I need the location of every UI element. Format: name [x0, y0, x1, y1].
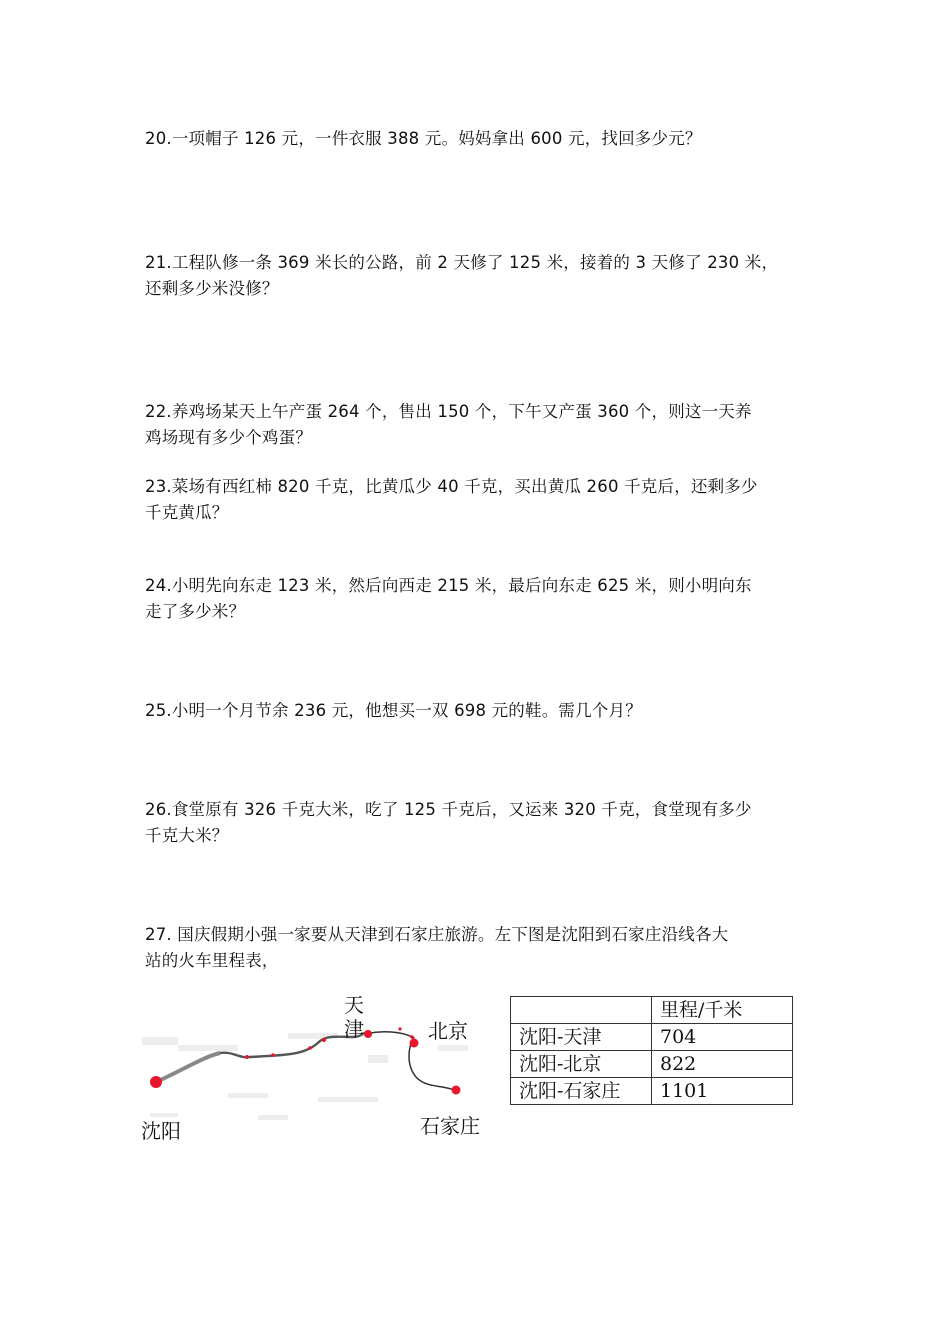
station-dot-beijing: [410, 1039, 419, 1048]
question-21-line1: 21.工程队修一条 369 米长的公路，前 2 天修了 125 米，接着的 3 天修了 230 米，: [145, 253, 779, 272]
map-background-shading: [142, 1033, 468, 1120]
station-dot-tianjin: [364, 1030, 372, 1038]
question-27-line1: 27. 国庆假期小强一家要从天津到石家庄旅游。左下图是沈阳到石家庄沿线各大: [145, 925, 729, 944]
table-row: [511, 1024, 793, 1051]
route-line-shenyang-tianjin: [156, 1033, 368, 1082]
station-dot-shijiazhuang: [452, 1086, 461, 1095]
table-header-cell: 里程/千米: [652, 997, 793, 1024]
question-24-line1: 24.小明先向东走 123 米，然后向西走 215 米，最后向东走 625 米，则小明向东: [145, 576, 752, 595]
table-cell-route: 沈阳-北京: [511, 1051, 652, 1078]
question-25-line1: 25.小明一个月节余 236 元，他想买一双 698 元的鞋。需几个月？: [145, 701, 642, 720]
question-20: [145, 126, 815, 152]
question-21: [145, 250, 815, 302]
question-23-line1: 23.菜场有西红柿 820 千克，比黄瓜少 40 千克，买出黄瓜 260 千克后，还剩多少: [145, 477, 758, 496]
table-cell-distance: 704: [652, 1024, 793, 1051]
table-cell-distance: 822: [652, 1051, 793, 1078]
question-22-line2: 鸡场现有多少个鸡蛋？: [145, 428, 312, 447]
question-23-line2: 千克黄瓜？: [145, 503, 229, 522]
question-27-line2: 站的火车里程表，: [145, 951, 279, 970]
question-22-line1: 22.养鸡场某天上午产蛋 264 个，售出 150 个，下午又产蛋 360 个，则这一天养: [145, 402, 752, 421]
mileage-table: [510, 996, 793, 1105]
table-row: [511, 1051, 793, 1078]
table-cell-route: 沈阳-石家庄: [511, 1078, 652, 1105]
table-cell-route: 沈阳-天津: [511, 1024, 652, 1051]
map-label-tianjin-2: 津: [344, 1017, 364, 1041]
table-cell-distance: 1101: [652, 1078, 793, 1105]
map-label-beijing: 北京: [428, 1019, 468, 1043]
map-label-tianjin-1: 天: [344, 993, 364, 1017]
railway-route-map: [138, 985, 498, 1155]
question-27: [145, 922, 815, 974]
route-line-tianjin-beijing: [370, 1032, 412, 1037]
question-23: [145, 474, 815, 526]
map-label-shenyang: 沈阳: [141, 1119, 181, 1143]
mileage-table-header: [511, 997, 793, 1024]
question-25: [145, 698, 815, 724]
table-row: [511, 1078, 793, 1105]
question-22: [145, 399, 815, 451]
question-26-line1: 26.食堂原有 326 千克大米，吃了 125 千克后，又运来 320 千克，食堂现有多少: [145, 800, 752, 819]
question-24: [145, 573, 815, 625]
station-dot-shenyang: [150, 1076, 162, 1088]
question-20-line1: 20.一项帽子 126 元，一件衣服 388 元。妈妈拿出 600 元，找回多少元？: [145, 129, 702, 148]
route-line-shenyang-segment: [156, 1053, 220, 1082]
question-21-line2: 还剩多少米没修？: [145, 279, 279, 298]
map-label-shijiazhuang: 石家庄: [420, 1114, 480, 1138]
question-26: [145, 797, 815, 849]
question-24-line2: 走了多少米？: [145, 602, 246, 621]
question-26-line2: 千克大米？: [145, 826, 229, 845]
table-header-cell: [511, 997, 652, 1024]
